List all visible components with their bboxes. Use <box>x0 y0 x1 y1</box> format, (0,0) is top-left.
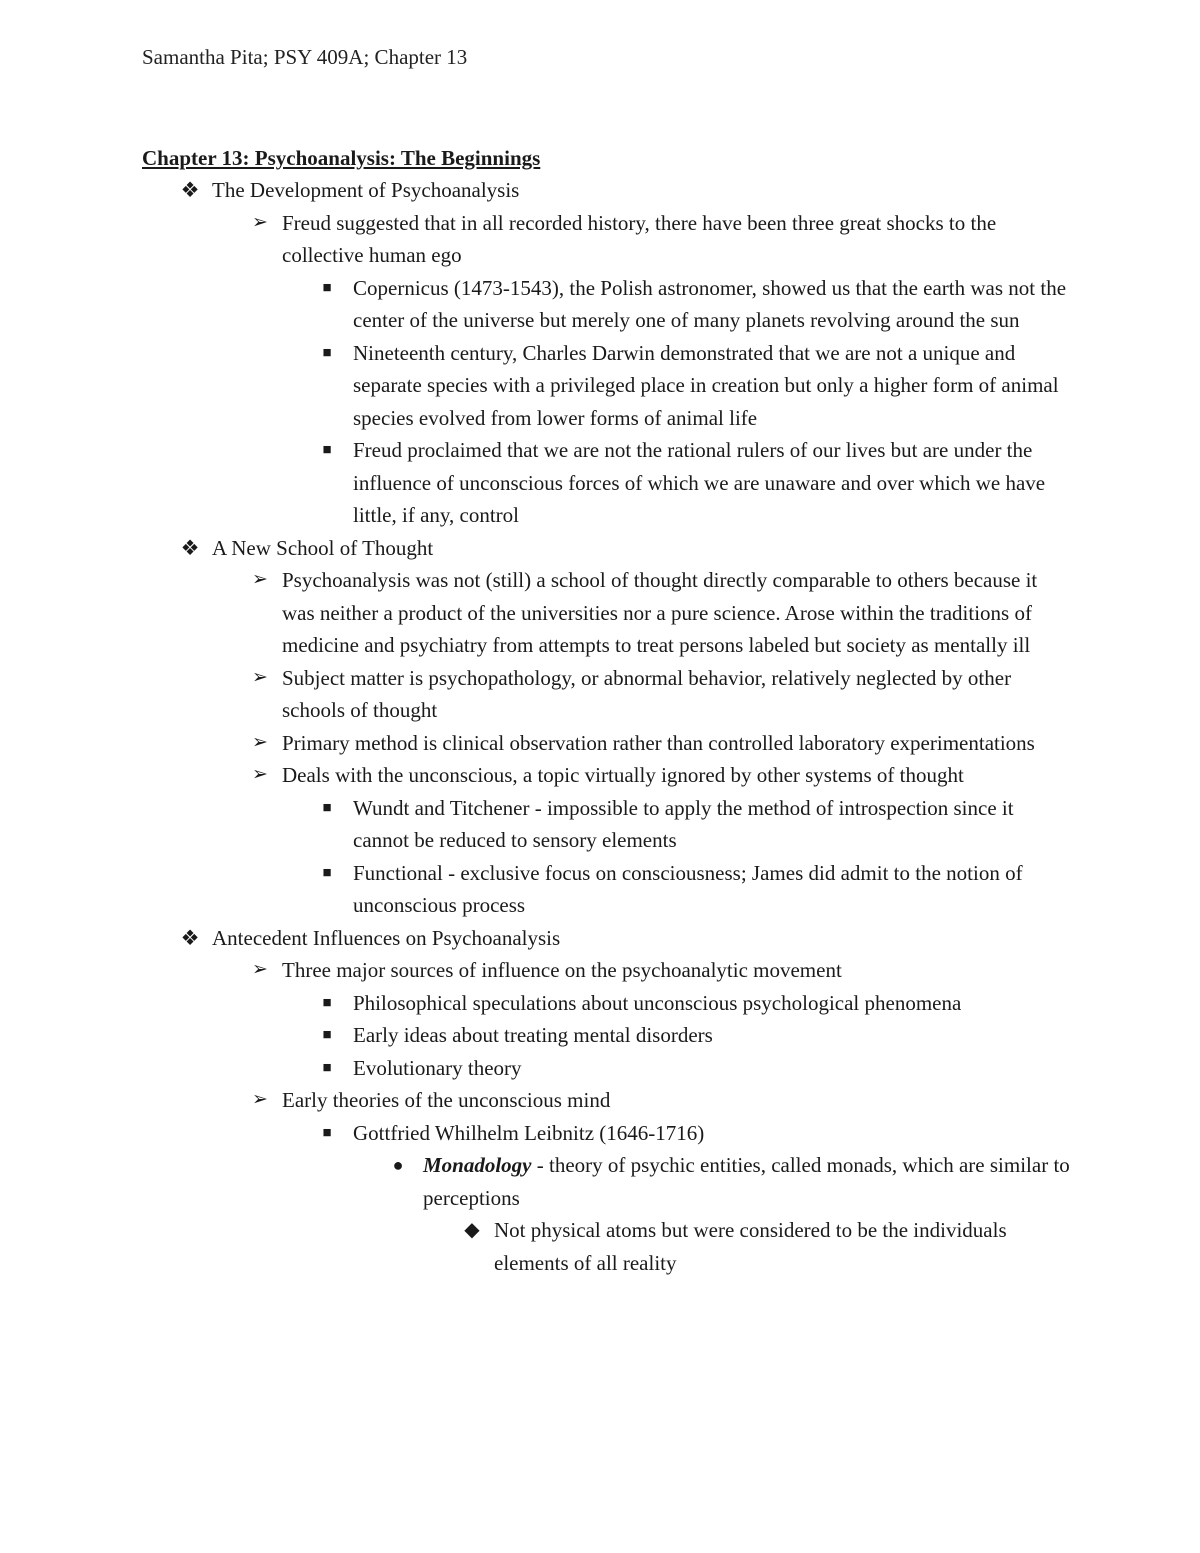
square-bullet-icon: ■ <box>322 344 332 361</box>
sub-list-item <box>142 1052 1072 1085</box>
arrow-bullet-icon: ➢ <box>252 959 268 980</box>
sub-list-item <box>142 337 1072 435</box>
square-bullet-icon: ■ <box>322 994 332 1011</box>
detail-sub-item <box>142 1214 1072 1279</box>
list-item-text: Early theories of the unconscious mind <box>282 1088 611 1112</box>
arrow-bullet-icon: ➢ <box>252 764 268 785</box>
list-item-text: Deals with the unconscious, a topic virtually ignored by other systems of thought <box>282 763 964 787</box>
sub-list-item-text: Gottfried Whilhelm Leibnitz (1646-1716) <box>353 1120 705 1145</box>
list-item-text: Three major sources of influence on the psychoanalytic movement <box>282 958 842 982</box>
document-body <box>142 142 1072 1279</box>
diamond-bullet-icon: ❖ <box>180 535 200 560</box>
sub-list-item <box>142 272 1072 337</box>
sub-list-item <box>142 987 1072 1020</box>
circle-bullet-icon: ● <box>392 1155 404 1175</box>
list-item <box>142 564 1072 662</box>
list-item <box>142 662 1072 727</box>
sub-list-item <box>142 434 1072 532</box>
sub-list-item-text: Functional - exclusive focus on consciousness; James did admit to the notion of unconscious process <box>353 860 1023 917</box>
page-header: Samantha Pita; PSY 409A; Chapter 13 <box>142 45 468 69</box>
section-heading-text: The Development of Psychoanalysis <box>212 178 520 202</box>
sub-list-item <box>142 792 1072 857</box>
list-item-text: Freud suggested that in all recorded history, there have been three great shocks to the collective human ego <box>282 210 997 267</box>
detail-item <box>142 1149 1072 1214</box>
arrow-bullet-icon: ➢ <box>252 1089 268 1110</box>
square-bullet-icon: ■ <box>322 1124 332 1141</box>
list-item-text: Subject matter is psychopathology, or abnormal behavior, relatively neglected by other schools of thought <box>282 665 1012 722</box>
list-item <box>142 1084 1072 1117</box>
sub-list-item-text: Philosophical speculations about unconscious psychological phenomena <box>353 990 962 1015</box>
section-heading-text: Antecedent Influences on Psychoanalysis <box>212 925 561 950</box>
sub-list-item-text: Early ideas about treating mental disorders <box>353 1023 713 1047</box>
sub-list-item <box>142 857 1072 922</box>
section-heading <box>142 532 1072 565</box>
sub-list-item-text: Freud proclaimed that we are not the rational rulers of our lives but are under the influence of unconscious forces of which we are unaware and over which we have little, if any, control <box>353 438 1046 527</box>
list-item <box>142 727 1072 760</box>
square-bullet-icon: ■ <box>322 799 332 816</box>
sub-list-item-text: Nineteenth century, Charles Darwin demonstrated that we are not a unique and separate species with a privileged place in creation but only a higher form of animal species evolved from lower forms of animal life <box>353 340 1059 430</box>
arrow-bullet-icon: ➢ <box>252 731 268 753</box>
sub-list-item-text: Copernicus (1473-1543), the Polish astronomer, showed us that the earth was not the center of the universe but merely one of many planets revolving around the sun <box>353 275 1067 332</box>
diamond-bullet-icon: ❖ <box>180 925 200 950</box>
sub-list-item-text: Wundt and Titchener - impossible to apply the method of introspection since it cannot be reduced to sensory elements <box>353 795 1014 852</box>
section-heading <box>142 922 1072 955</box>
filled-diamond-bullet-icon: ◆ <box>464 1219 480 1241</box>
sub-list-item-text: Evolutionary theory <box>353 1055 522 1080</box>
list-item <box>142 207 1072 272</box>
section-heading-text: A New School of Thought <box>212 535 434 560</box>
detail-sub-item-text: Not physical atoms but were considered to be the individuals elements of all reality <box>494 1218 1007 1275</box>
detail-item-text: - theory of psychic entities, called monads, which are similar to perceptions <box>423 1153 1070 1210</box>
sub-list-item <box>142 1019 1072 1052</box>
list-item <box>142 759 1072 792</box>
term-monadology: Monadology <box>423 1153 532 1177</box>
arrow-bullet-icon: ➢ <box>252 211 268 233</box>
square-bullet-icon: ■ <box>322 279 332 296</box>
square-bullet-icon: ■ <box>322 1027 332 1043</box>
square-bullet-icon: ■ <box>322 864 332 881</box>
sub-list-item <box>142 1117 1072 1150</box>
list-item-text: Primary method is clinical observation rather than controlled laboratory experimentations <box>282 730 1035 755</box>
chapter-title: Chapter 13: Psychoanalysis: The Beginnings <box>142 146 541 170</box>
square-bullet-icon: ■ <box>322 1059 332 1076</box>
diamond-bullet-icon: ❖ <box>180 178 200 202</box>
arrow-bullet-icon: ➢ <box>252 666 268 688</box>
list-item-text: Psychoanalysis was not (still) a school of thought directly comparable to others because it was neither a product of the universities nor a pure science. Arose within the traditions of medicine and psychiatry from attempts to treat persons labeled but society as mentally ill <box>282 568 1038 657</box>
list-item <box>142 954 1072 987</box>
arrow-bullet-icon: ➢ <box>252 569 268 590</box>
section-heading <box>142 174 1072 207</box>
square-bullet-icon: ■ <box>322 442 332 458</box>
